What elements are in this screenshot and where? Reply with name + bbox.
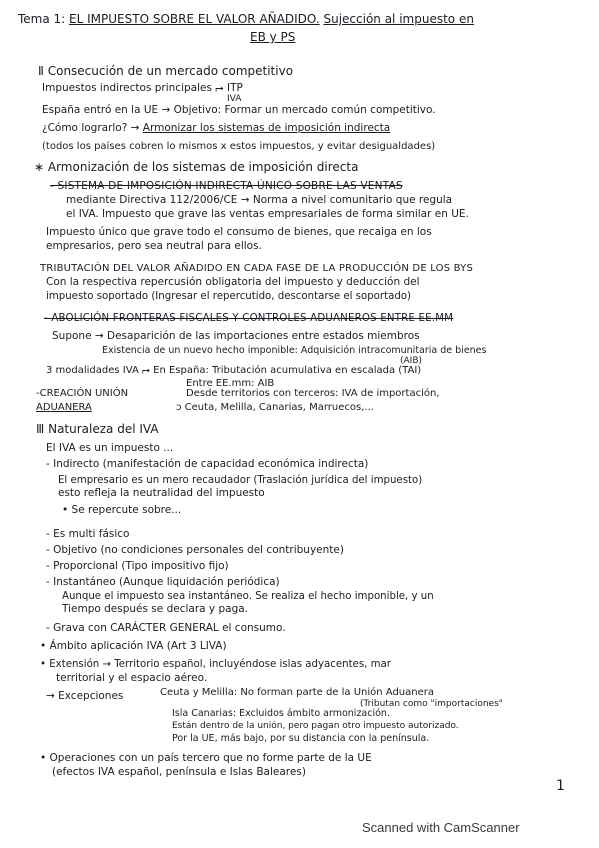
text-line: (todos los países cobren lo mismos x estos impuestos, y evitar desigualdades) <box>42 141 436 152</box>
text-line: - ABOLICIÓN FRONTERAS FISCALES Y CONTROLES ADUANEROS ENTRE EE.MM <box>44 313 454 324</box>
title-line <box>18 12 474 27</box>
text-fragment: ¿Cómo lograrlo? → <box>42 122 140 134</box>
text-line: • Se repercute sobre... <box>62 504 182 516</box>
text-line: (efectos IVA español, península e Islas Baleares) <box>52 766 306 778</box>
text-line: ↄ Ceuta, Melilla, Canarias, Marruecos,... <box>176 402 374 413</box>
text-line: (AIB) <box>400 356 423 366</box>
text-line: Están dentro de la unión, pero pagan otro impuesto autorizado. <box>172 721 459 731</box>
text-fragment: Armonizar los sistemas de imposición indirecta <box>142 122 391 134</box>
text-line: ADUANERA <box>36 402 92 413</box>
text-line: • Extensión → Territorio español, incluyéndose islas adyacentes, mar <box>40 659 391 670</box>
text-line: - Instantáneo (Aunque liquidación periódica) <box>46 576 280 588</box>
text-line: esto refleja la neutralidad del impuesto <box>58 487 265 499</box>
text-line: Desde territorios con terceros: IVA de importación, <box>186 388 440 399</box>
text-line: • Ámbito aplicación IVA (Art 3 LIVA) <box>40 640 227 652</box>
page-number: 1 <box>556 778 565 794</box>
text-line: empresarios, pero sea neutral para ellos. <box>46 240 262 252</box>
text-line: (Tributan como "importaciones" <box>360 699 503 709</box>
text-line: - Proporcional (Tipo impositivo fijo) <box>46 560 229 572</box>
text-line: → Excepciones <box>46 690 124 702</box>
section-heading-naturaleza: Ⅲ Naturaleza del IVA <box>36 422 159 436</box>
text-line: El empresario es un mero recaudador (Traslación jurídica del impuesto) <box>58 475 423 486</box>
text-line: - Indirecto (manifestación de capacidad económica indirecta) <box>46 458 369 470</box>
text-line: -CREACIÓN UNIÓN <box>36 388 129 399</box>
text-line: El IVA es un impuesto ... <box>46 442 174 454</box>
text-line: impuesto soportado (Ingresar el repercutido, descontarse el soportado) <box>46 291 412 302</box>
text-line: - Objetivo (no condiciones personales del contribuyente) <box>46 544 344 556</box>
title-main: EL IMPUESTO SOBRE EL VALOR AÑADIDO. <box>69 12 320 26</box>
title-rest: Sujección al impuesto en <box>323 12 474 26</box>
text-line: Entre EE.mm: AIB <box>186 378 275 389</box>
text-line: mediante Directiva 112/2006/CE → Norma a nivel comunitario que regula <box>66 194 453 206</box>
text-line: Con la respectiva repercusión obligatoria del impuesto y deducción del <box>46 276 420 288</box>
text-line: territorial y el espacio aéreo. <box>56 672 208 684</box>
text-line: el IVA. Impuesto que grave las ventas empresariales de forma similar en UE. <box>66 208 469 220</box>
text-line: - Es multi fásico <box>46 528 130 540</box>
text-line <box>42 122 390 135</box>
scanner-watermark: Scanned with CamScanner <box>362 820 520 835</box>
text-line: 3 modalidades IVA ⮣ En España: Tributación acumulativa en escalada (TAI) <box>46 365 422 376</box>
text-line: Ceuta y Melilla: No forman parte de la Unión Aduanera <box>160 687 434 698</box>
title-prefix: Tema 1: <box>18 12 66 26</box>
text-line: Por la UE, más bajo, por su distancia con la península. <box>172 733 430 744</box>
text-line: Tiempo después se declara y paga. <box>62 603 249 615</box>
text-line: • Operaciones con un país tercero que no forme parte de la UE <box>40 752 372 764</box>
section-heading-armonizacion: ∗ Armonización de los sistemas de imposición directa <box>34 160 359 174</box>
text-line: IVA <box>227 94 242 104</box>
text-line: Aunque el impuesto sea instantáneo. Se realiza el hecho imponible, y un <box>62 591 434 602</box>
text-line: Supone → Desaparición de las importaciones entre estados miembros <box>52 330 420 342</box>
text-line: - Grava con CARÁCTER GENERAL el consumo. <box>46 622 286 634</box>
text-line: Impuestos indirectos principales ⮣ ITP <box>42 82 243 94</box>
text-line: TRIBUTACIÓN DEL VALOR AÑADIDO EN CADA FASE DE LA PRODUCCIÓN DE LOS BYS <box>40 263 474 274</box>
text-line: Impuesto único que grave todo el consumo de bienes, que recaiga en los <box>46 226 432 238</box>
section-heading-consecucion: Ⅱ Consecución de un mercado competitivo <box>38 64 294 78</box>
text-line: Isla Canarias: Excluidos ámbito armonización. <box>172 708 390 719</box>
title-line-2: EB y PS <box>250 30 296 44</box>
text-line: - SISTEMA DE IMPOSICIÓN INDIRECTA ÚNICO SOBRE LAS VENTAS <box>50 180 403 192</box>
text-line: Existencia de un nuevo hecho imponible: Adquisición intracomunitaria de bienes <box>102 345 487 356</box>
text-line: España entró en la UE → Objetivo: Formar un mercado común competitivo. <box>42 104 436 116</box>
